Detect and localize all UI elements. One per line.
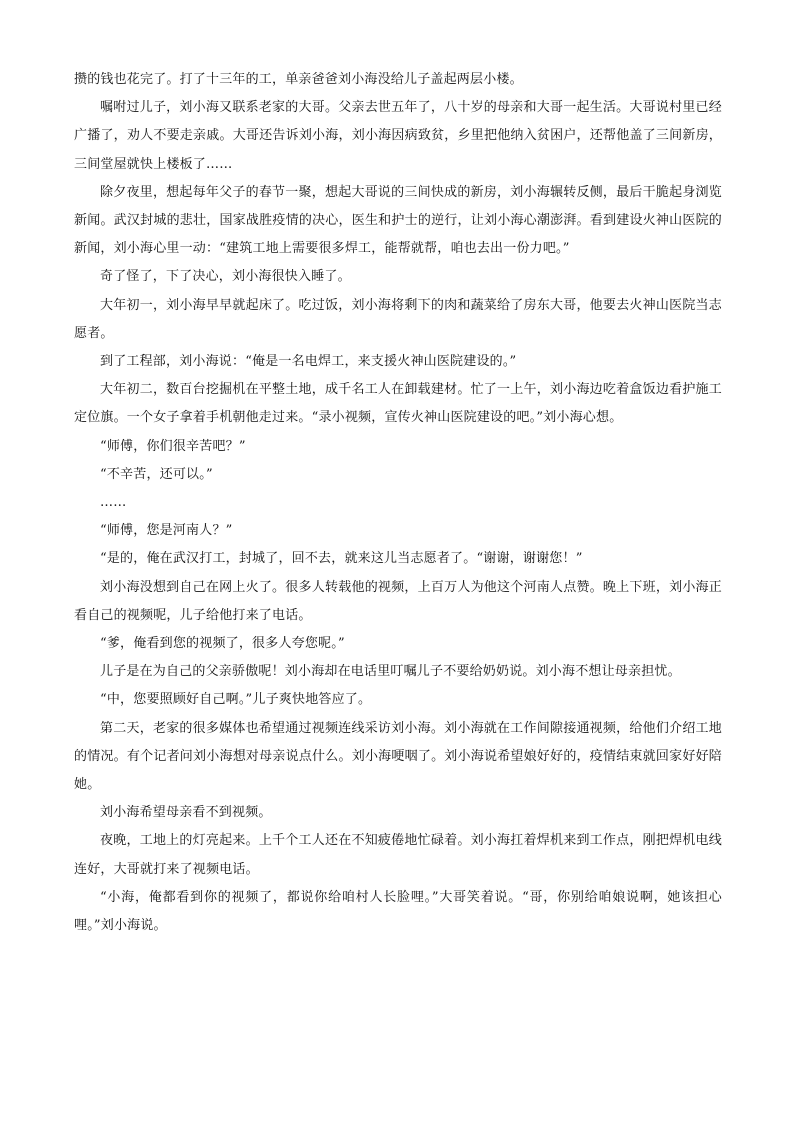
paragraph-6: 到了工程部，刘小海说：“俺是一名电焊工，来支援火神山医院建设的。” bbox=[100, 354, 517, 370]
paragraph-2: 嘱咐过儿子，刘小海又联系老家的大哥。父亲去世五年了，八十岁的母亲和大哥一起生活。大哥说村里已经广播了，劝人不要走亲戚。大哥还告诉刘小海，刘小海因病致贫，乡里把他纳入贫困户，还帮他盖了三间新房，三间堂屋就快上楼板了…… bbox=[74, 100, 722, 172]
paragraph-3: 除夕夜里，想起每年父子的春节一聚，想起大哥说的三间快成的新房，刘小海辗转反侧，最后干脆起身浏览新闻。武汉封城的悲壮，国家战胜疫情的决心，医生和护士的逆行，让刘小海心潮澎湃。看到建设火神山医院的新闻，刘小海心里一动：“建筑工地上需要很多焊工，能帮就帮，咱也去出一份力吧。” bbox=[74, 184, 722, 257]
paragraph-16: “中，您要照顾好自己啊。”儿子爽快地答应了。 bbox=[100, 692, 372, 708]
paragraph-19: 夜晚，工地上的灯亮起来。上千个工人还在不知疲倦地忙碌着。刘小海扛着焊机来到工作点，刚把焊机电线连好，大哥就打来了视频电话。 bbox=[74, 833, 722, 877]
paragraph-18: 刘小海希望母亲看不到视频。 bbox=[100, 805, 272, 821]
paragraph-10: …… bbox=[100, 495, 127, 511]
paragraph-7: 大年初二，数百台挖掘机在平整土地，成千名工人在卸载建材。忙了一上午，刘小海边吃着盒饭边看护施工定位旗。一个女子拿着手机朝他走过来。“录小视频，宣传火神山医院建设的吧。”刘小海心想。 bbox=[74, 382, 722, 426]
paragraph-17: 第二天，老家的很多媒体也希望通过视频连线采访刘小海。刘小海就在工作间隙接通视频，给他们介绍工地的情况。有个记者问刘小海想对母亲说点什么。刘小海哽咽了。刘小海说希望娘好好的，疫情结束就回家好好陪她。 bbox=[74, 720, 722, 793]
paragraph-13: 刘小海没想到自己在网上火了。很多人转载他的视频，上百万人为他这个河南人点赞。晚上下班，刘小海正看自己的视频呢，儿子给他打来了电话。 bbox=[74, 579, 722, 623]
paragraph-9: “不辛苦，还可以。” bbox=[100, 466, 213, 482]
paragraph-1: 攒的钱也花完了。打了十三年的工，单亲爸爸刘小海没给儿子盖起两层小楼。 bbox=[74, 72, 523, 87]
paragraph-8: “师傅，你们很辛苦吧？” bbox=[100, 438, 246, 454]
paragraph-14: “爹，俺看到您的视频了，很多人夸您呢。” bbox=[100, 636, 345, 652]
paragraph-11: “师傅，您是河南人？” bbox=[100, 523, 233, 539]
paragraph-4: 奇了怪了，下了决心，刘小海很快入睡了。 bbox=[100, 269, 351, 285]
paragraph-20: “小海，俺都看到你的视频了，都说你给咱村人长脸哩。”大哥笑着说。“哥，你别给咱娘说啊，她该担心哩。”刘小海说。 bbox=[74, 889, 722, 934]
paragraph-12: “是的，俺在武汉打工，封城了，回不去，就来这儿当志愿者了。“谢谢，谢谢您！” bbox=[100, 551, 583, 567]
paragraph-5: 大年初一，刘小海早早就起床了。吃过饭，刘小海将剩下的肉和蔬菜给了房东大哥，他要去火神山医院当志愿者。 bbox=[74, 297, 722, 341]
article-body bbox=[74, 66, 722, 940]
paragraph-15: 儿子是在为自己的父亲骄傲呢！刘小海却在电话里叮嘱儿子不要给奶奶说。刘小海不想让母亲担忧。 bbox=[100, 664, 681, 680]
